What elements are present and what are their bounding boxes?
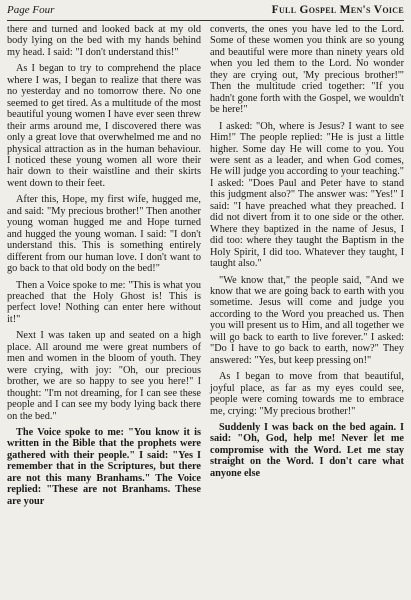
paragraph: "We know that," the people said, "And we know that we are going back to earth with you sometime. Jesus will come and judge you according to the Word you preached us. Then you will present us to Him, and all together we will go back to earth to live forever." I asked: "Do I have to go back to earth, now?" They answered: "Yes, but keep pressing on!" <box>210 274 404 366</box>
paragraph: Then a Voice spoke to me: "This is what you preached that the Holy Ghost is! This is perfect love! Nothing can enter here without it!" <box>7 279 201 325</box>
paragraph: Next I was taken up and seated on a high place. All around me were great numbers of men and women in the bloom of youth. They were crying, with joy: "Oh, our precious brother, we are so happy to see you here!" I thought: "I'm not dreaming, for I can see these people and I can see my body lying back there on the bed." <box>7 330 201 422</box>
paragraph: As I began to move from that beautiful, joyful place, as far as my eyes could see, people were coming towards me to embrace me, crying: "My precious brother!" <box>210 371 404 417</box>
paragraph: The Voice spoke to me: "You know it is written in the Bible that the prophets were gathered with their people." I said: "Yes I remember that in the Scriptures, but there are not this many Branhams." The Voice replied: "These are not Branhams. These are your <box>7 426 201 507</box>
page-number-label: Page Four <box>7 4 55 16</box>
article-columns <box>7 24 404 507</box>
right-column <box>210 24 404 507</box>
paragraph: converts, the ones you have led to the Lord. Some of these women you think are so young and beautiful were more than ninety years old when you led them to the Lord. No wonder they are crying out, 'My precious brother!'" Then the multitude cried together: "If you hadn't gone forth with the Gospel, we wouldn't be here!" <box>210 24 404 116</box>
paragraph: As I began to try to comprehend the place where I was, I began to realize that there was no yesterday and no tomorrow there. No one seemed to get tired. As a multitude of the most beautiful young women I have ever seen threw their arms around me, I discovered there was only a great love that overwhelmed me and no physical attraction as in the human behaviour. I noticed these young women all wore their hair down to their waistline and their skirts went down to their feet. <box>7 63 201 189</box>
paragraph: After this, Hope, my first wife, hugged me, and said: "My precious brother!" Then another young woman hugged me and Hope turned and hugged the young woman. I said: "I don't understand this. This is something entirely different from our human love. I don't want to go back to that old body on the bed!" <box>7 194 201 275</box>
publication-title: Full Gospel Men's Voice <box>271 4 404 16</box>
paragraph: there and turned and looked back at my old body lying on the bed with my hands behind my head. I said: "I don't understand this!" <box>7 24 201 58</box>
left-column <box>7 24 201 507</box>
paragraph: Suddenly I was back on the bed again. I said: "Oh, God, help me! Never let me compromise with the Word. Let me stay straight on the Word. I don't care what anyone else <box>210 421 404 479</box>
paragraph: I asked: "Oh, where is Jesus? I want to see Him!" The people replied: "He is just a little higher. Some day He will come to you. You were sent as a leader, and when God comes, He will judge you according to your teaching." I asked: "Does Paul and Peter have to stand this judgment also?" The answer was: "Yes!" I said: "I have preached what they preached. I did not divert from it to one side or the other. Where they baptized in the name of Jesus, I did too: where they taught the Baptism in the Holy Spirit, I did too. Whatever they taught, I taught also." <box>210 120 404 270</box>
page-header <box>7 4 404 21</box>
